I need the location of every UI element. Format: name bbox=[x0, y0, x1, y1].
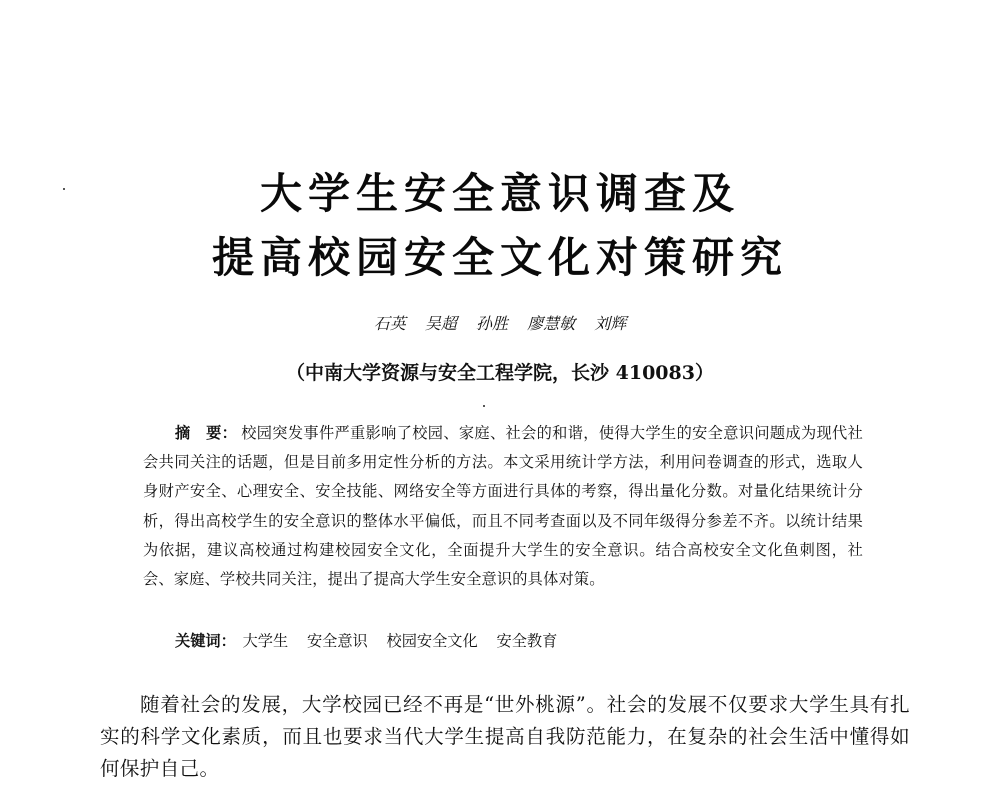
author-name: 石英 bbox=[373, 314, 406, 333]
keywords-label: 关键词： bbox=[175, 632, 236, 650]
author-name: 吴超 bbox=[424, 314, 457, 333]
author-list bbox=[0, 311, 1000, 334]
keyword: 安全教育 bbox=[496, 632, 558, 650]
abstract bbox=[143, 419, 863, 594]
author-name: 孙胜 bbox=[475, 314, 508, 333]
scan-speck bbox=[63, 188, 65, 190]
body-paragraph: 随着社会的发展，大学校园已经不再是“世外桃源”。社会的发展不仅要求大学生具有扎实的科学文化素质，而且也要求当代大学生提高自我防范能力，在复杂的社会生活中懂得如何保护自己。 bbox=[100, 693, 910, 780]
abstract-text: 校园突发事件严重影响了校园、家庭、社会的和谐，使得大学生的安全意识问题成为现代社会共同关注的话题，但是目前多用定性分析的方法。本文采用统计学方法，利用问卷调查的形式，选取人身财产安全、心理安全、安全技能、网络安全等方面进行具体的考察，得出量化分数。对量化结果统计分析，得出高校学生的安全意识的整体水平偏低，而且不同考查面以及不同年级得分参差不齐。以统计结果为依据，建议高校通过构建校园安全文化，全面提升大学生的安全意识。结合高校安全文化鱼刺图，社会、家庭、学校共同关注，提出了提高大学生安全意识的具体对策。 bbox=[143, 424, 863, 589]
paper-title-line-2: 提高校园安全文化对策研究 bbox=[211, 233, 788, 282]
affiliation: （中南大学资源与安全工程学院，长沙 410083） bbox=[286, 362, 714, 384]
keyword: 校园安全文化 bbox=[386, 632, 478, 650]
keyword: 安全意识 bbox=[306, 632, 368, 650]
abstract-label: 摘 要： bbox=[175, 424, 238, 442]
author-name: 刘辉 bbox=[594, 314, 627, 333]
keyword: 大学生 bbox=[242, 632, 289, 650]
author-name: 廖慧敏 bbox=[527, 314, 576, 333]
scan-speck bbox=[483, 405, 485, 407]
paper-title-line-1: 大学生安全意识调查及 bbox=[259, 169, 740, 218]
keywords bbox=[175, 630, 571, 651]
